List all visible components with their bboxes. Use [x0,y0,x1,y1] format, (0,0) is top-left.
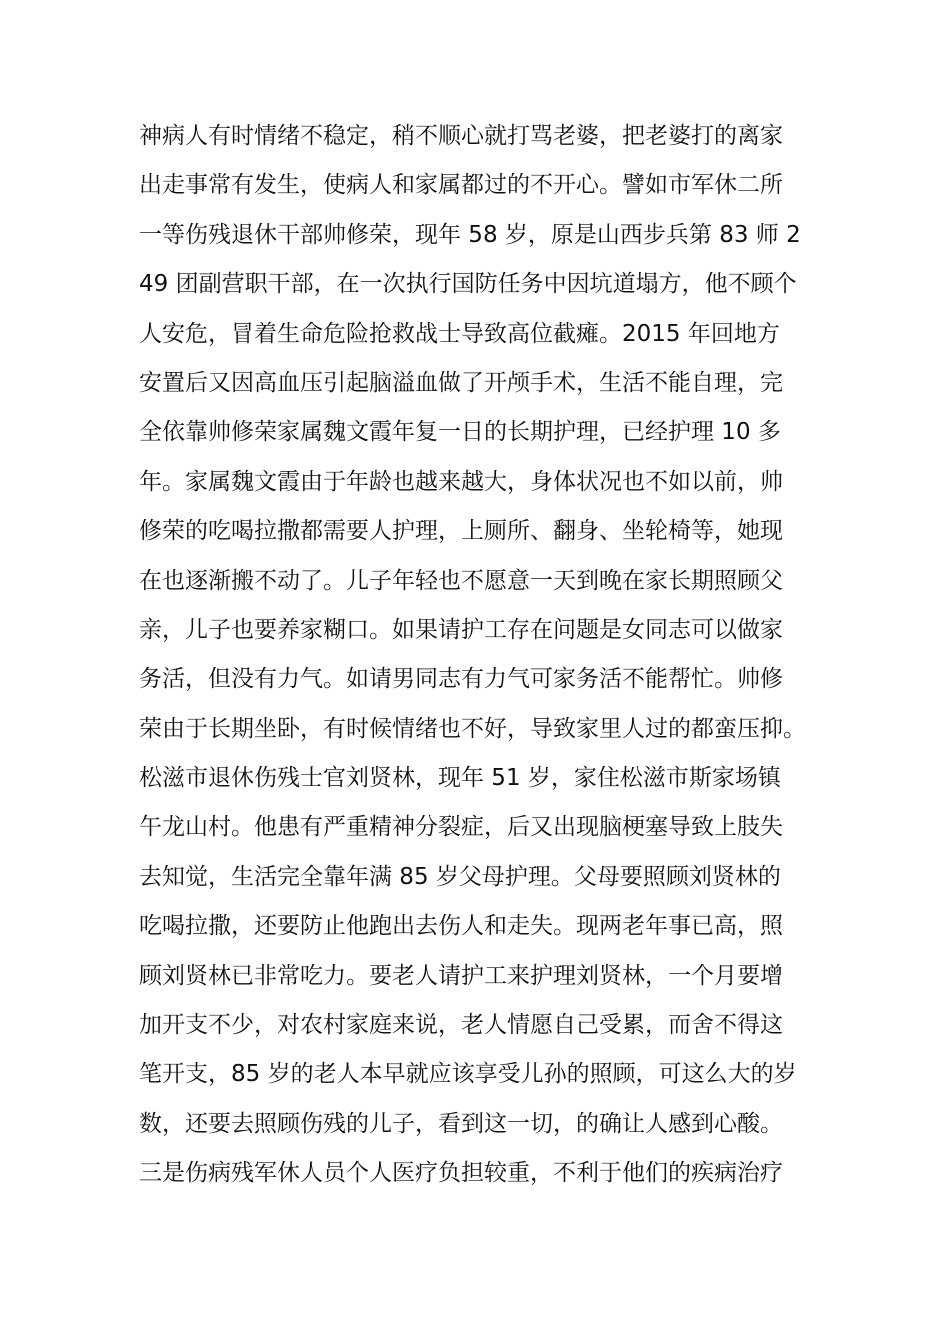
text-line: 荣由于长期坐卧，有时候情绪也不好，导致家里人过的都蛮压抑。 [139,715,806,742]
text-line: 务活，但没有力气。如请男同志有力气可家务活不能帮忙。帅修 [139,666,783,693]
text-line: 修荣的吃喝拉撒都需要人护理，上厕所、翻身、坐轮椅等，她现 [139,518,783,545]
text-line: 去知觉，生活完全靠年满 85 岁父母护理。父母要照顾刘贤林的 [139,863,781,890]
text-line: 加开支不少，对农村家庭来说，老人情愿自己受累，而舍不得这 [139,1012,783,1039]
text-line: 数，还要去照顾伤残的儿子，看到这一切，的确让人感到心酸。 [139,1110,783,1137]
text-line: 神病人有时情绪不稳定，稍不顺心就打骂老婆，把老婆打的离家 [139,123,783,149]
text-line: 一等伤残退休干部帅修荣，现年 58 岁，原是山西步兵第 83 师 2 [139,221,801,248]
text-line: 人安危，冒着生命危险抢救战士导致高位截瘫。2015 年回地方 [139,320,780,347]
text-line: 49 团副营职干部，在一次执行国防任务中因坑道塌方，他不顾个 [139,271,797,298]
text-line: 松滋市退休伤残士官刘贤林，现年 51 岁，家住松滋市斯家场镇 [139,765,781,792]
text-line: 午龙山村。他患有严重精神分裂症，后又出现脑梗塞导致上肢失 [139,814,783,841]
text-line: 顾刘贤林已非常吃力。要老人请护工来护理刘贤林，一个月要增 [139,962,783,989]
text-line: 三是伤病残军休人员个人医疗负担较重，不利于他们的疾病治疗 [139,1160,783,1187]
text-line: 出走事常有发生，使病人和家属都过的不开心。譬如市军休二所 [139,172,783,199]
text-line: 全依靠帅修荣家属魏文霞年复一日的长期护理，已经护理 10 多 [139,419,781,446]
text-line: 吃喝拉撒，还要防止他跑出去伤人和走失。现两老年事已高，照 [139,913,783,940]
text-line: 年。家属魏文霞由于年龄也越来越大，身体状况也不如以前，帅 [139,468,783,495]
text-line: 亲，儿子也要养家糊口。如果请护工存在问题是女同志可以做家 [139,616,783,643]
text-line: 在也逐渐搬不动了。儿子年轻也不愿意一天到晚在家长期照顾父 [139,567,783,594]
text-line: 安置后又因高血压引起脑溢血做了开颅手术，生活不能自理，完 [139,369,783,396]
text-line: 笔开支，85 岁的老人本早就应该享受儿孙的照顾，可这么大的岁 [139,1061,797,1088]
body-text [139,112,819,1199]
